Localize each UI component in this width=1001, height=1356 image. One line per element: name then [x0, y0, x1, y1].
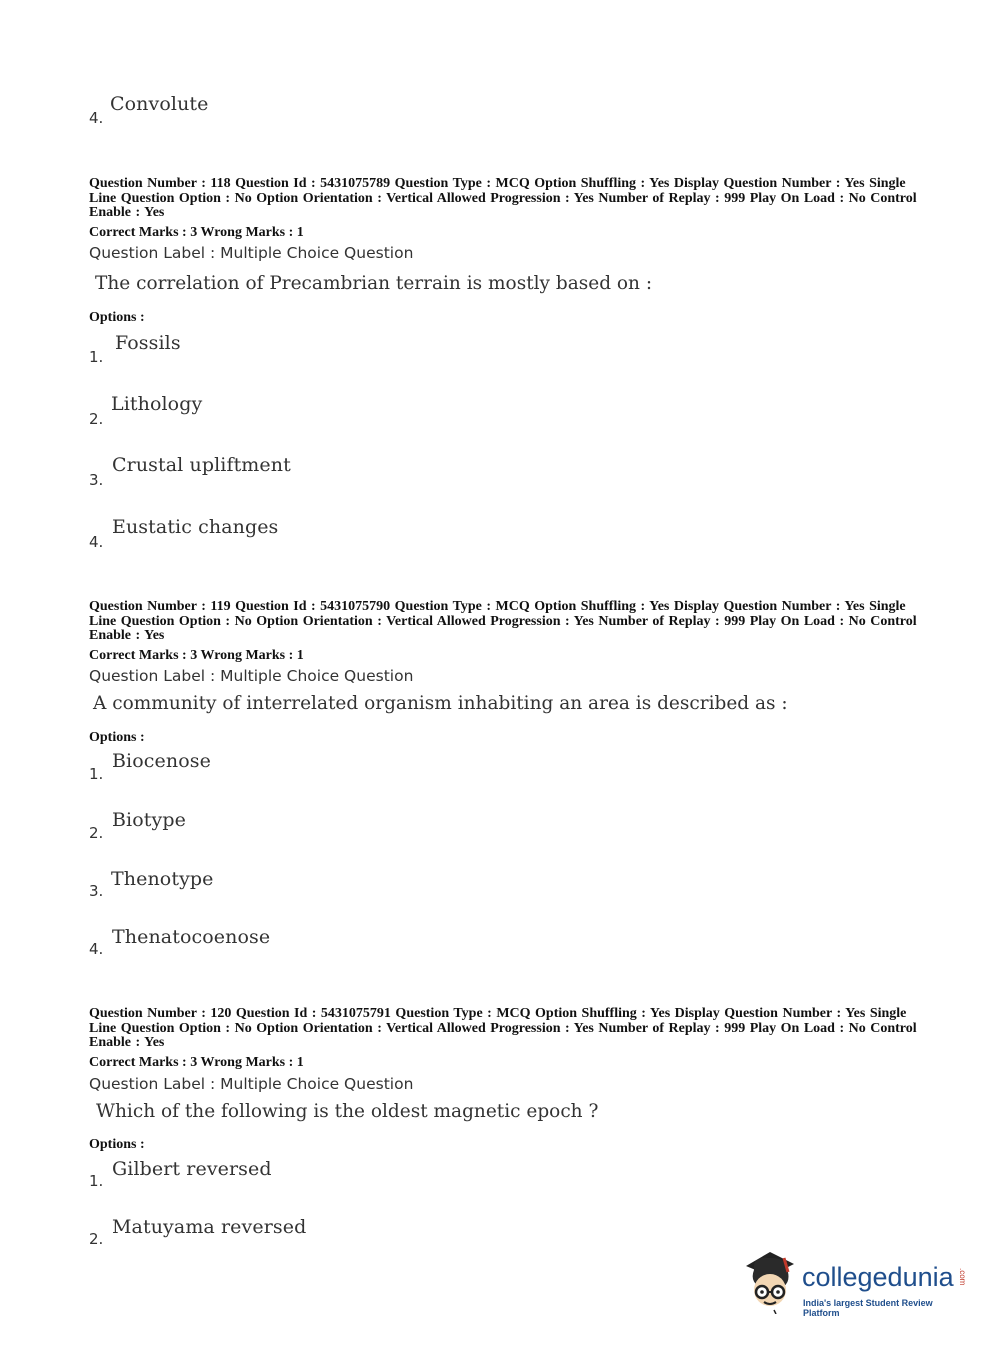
question-marks: Correct Marks : 3 Wrong Marks : 1 [89, 648, 304, 663]
options-heading: Options : [89, 310, 145, 325]
logo-tagline: India's largest Student Review Platform [803, 1298, 933, 1318]
question-label: Question Label : Multiple Choice Question [89, 1075, 414, 1093]
question-marks: Correct Marks : 3 Wrong Marks : 1 [89, 225, 304, 240]
option-text: Gilbert reversed [112, 1158, 272, 1180]
option-text: Eustatic changes [112, 516, 279, 538]
options-heading: Options : [89, 730, 145, 745]
option-text: Fossils [115, 332, 181, 354]
option-number: 1. [89, 348, 104, 366]
options-heading: Options : [89, 1137, 145, 1152]
option-number: 1. [89, 765, 104, 783]
question-meta: Question Number : 118 Question Id : 5431075789 Question Type : MCQ Option Shuffling : Yes Display Question Number : Yes Single Line Question Option : No Option Orientation : Vertical Allowed Progression : Yes Number of Replay : 999 Play On Load : No Control Enable : Yes [89, 176, 917, 220]
option-text: Lithology [111, 393, 203, 415]
question-marks: Correct Marks : 3 Wrong Marks : 1 [89, 1055, 304, 1070]
option-text: Biocenose [112, 750, 211, 772]
option-number: 2. [89, 824, 104, 842]
option-number: 4. [89, 533, 104, 551]
option-number: 1. [89, 1172, 104, 1190]
option-text: Biotype [112, 809, 186, 831]
option-number: 4. [89, 109, 104, 127]
question-text: A community of interrelated organism inhabiting an area is described as : [93, 693, 788, 714]
option-text: Thenatocoenose [112, 926, 271, 948]
option-number: 3. [89, 471, 104, 489]
question-text: The correlation of Precambrian terrain is mostly based on : [95, 273, 653, 294]
option-text: Thenotype [111, 868, 214, 890]
collegedunia-logo [740, 1248, 970, 1318]
question-meta: Question Number : 120 Question Id : 5431075791 Question Type : MCQ Option Shuffling : Yes Display Question Number : Yes Single Line Question Option : No Option Orientation : Vertical Allowed Progression : Yes Number of Replay : 999 Play On Load : No Control Enable : Yes [89, 1006, 917, 1050]
option-text: Crustal upliftment [112, 454, 291, 476]
question-text: Which of the following is the oldest magnetic epoch ? [96, 1101, 599, 1122]
option-number: 3. [89, 882, 104, 900]
question-label: Question Label : Multiple Choice Question [89, 667, 414, 685]
question-label: Question Label : Multiple Choice Question [89, 244, 414, 262]
mascot-icon [740, 1248, 802, 1314]
option-number: 2. [89, 1230, 104, 1248]
logo-suffix: .com [958, 1268, 967, 1286]
option-text: Matuyama reversed [112, 1216, 307, 1238]
option-number: 2. [89, 410, 104, 428]
option-text: Convolute [110, 93, 209, 115]
option-number: 4. [89, 940, 104, 958]
logo-name: collegedunia [802, 1262, 954, 1292]
question-meta: Question Number : 119 Question Id : 5431075790 Question Type : MCQ Option Shuffling : Yes Display Question Number : Yes Single Line Question Option : No Option Orientation : Vertical Allowed Progression : Yes Number of Replay : 999 Play On Load : No Control Enable : Yes [89, 599, 917, 643]
